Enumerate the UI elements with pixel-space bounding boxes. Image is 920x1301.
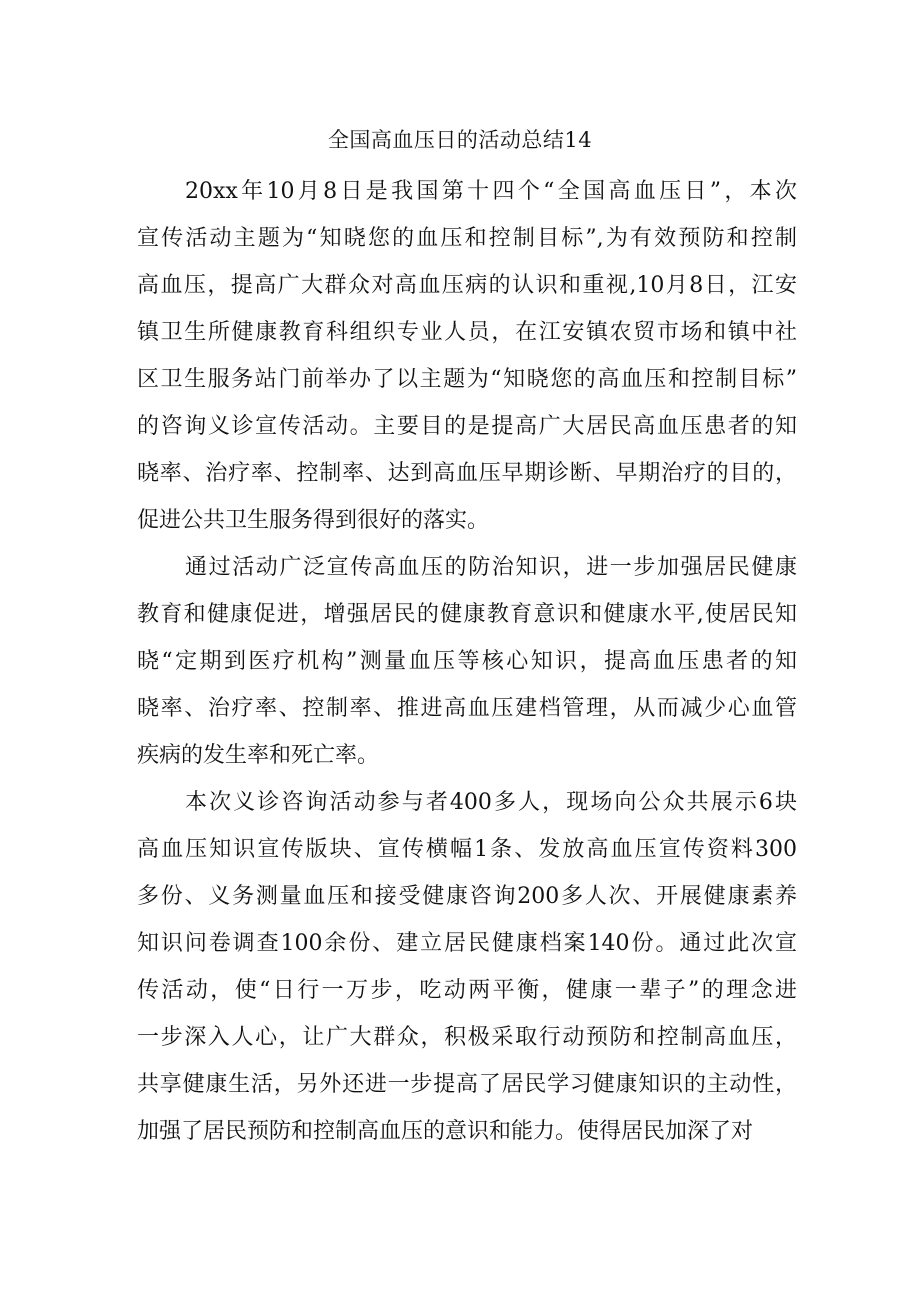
paragraph-line: 本次义诊咨询活动参与者400多人，现场向公众共展示6块 [185,790,797,815]
paragraph-3 [137,779,797,1155]
paragraph-line: 的咨询义诊宣传活动。主要目的是提高广大居民高血压患者的知 [137,414,797,439]
paragraph-line: 镇卫生所健康教育科组织专业人员，在江安镇农贸市场和镇中社 [137,320,797,345]
paragraph-line: 高血压知识宣传版块、宣传横幅1条、发放高血压宣传资料300 [137,837,797,862]
paragraph-line: 区卫生服务站门前举办了以主题为“知晓您的高血压和控制目标” [137,367,797,392]
paragraph-line: 通过活动广泛宣传高血压的防治知识，进一步加强居民健康 [185,555,797,580]
paragraph-line: 多份、义务测量血压和接受健康咨询200多人次、开展健康素养 [137,884,797,909]
paragraph-2 [137,544,797,779]
paragraph-line: 晓率、治疗率、控制率、达到高血压早期诊断、早期治疗的目的， [137,461,797,486]
paragraph-line: 高血压，提高广大群众对高血压病的认识和重视,10月8日，江安 [137,273,797,298]
paragraph-line: 促进公共卫生服务得到很好的落实。 [137,508,490,533]
paragraph-line: 教育和健康促进，增强居民的健康教育意识和健康水平,使居民知 [137,602,797,627]
paragraph-line: 加强了居民预防和控制高血压的意识和能力。使得居民加深了对 [137,1119,754,1144]
document-title: 全国高血压日的活动总结14 [327,128,593,152]
paragraph-line: 传活动，使“日行一万步，吃动两平衡，健康一辈子”的理念进 [137,978,797,1003]
paragraph-line: 共享健康生活，另外还进一步提高了居民学习健康知识的主动性， [137,1072,797,1097]
paragraph-line: 20xx年10月8日是我国第十四个“全国高血压日”，本次 [185,179,797,204]
paragraph-line: 疾病的发生率和死亡率。 [137,743,380,768]
paragraph-line: 晓率、治疗率、控制率、推进高血压建档管理，从而减少心血管 [137,696,797,721]
paragraph-line: 一步深入人心，让广大群众，积极采取行动预防和控制高血压， [137,1025,797,1050]
document-body [137,168,797,1155]
paragraph-line: 晓“定期到医疗机构”测量血压等核心知识，提高血压患者的知 [137,649,797,674]
paragraph-1 [137,168,797,544]
paragraph-line: 知识问卷调查100余份、建立居民健康档案140份。通过此次宣 [137,931,797,956]
paragraph-line: 宣传活动主题为“知晓您的血压和控制目标”,为有效预防和控制 [137,226,797,251]
